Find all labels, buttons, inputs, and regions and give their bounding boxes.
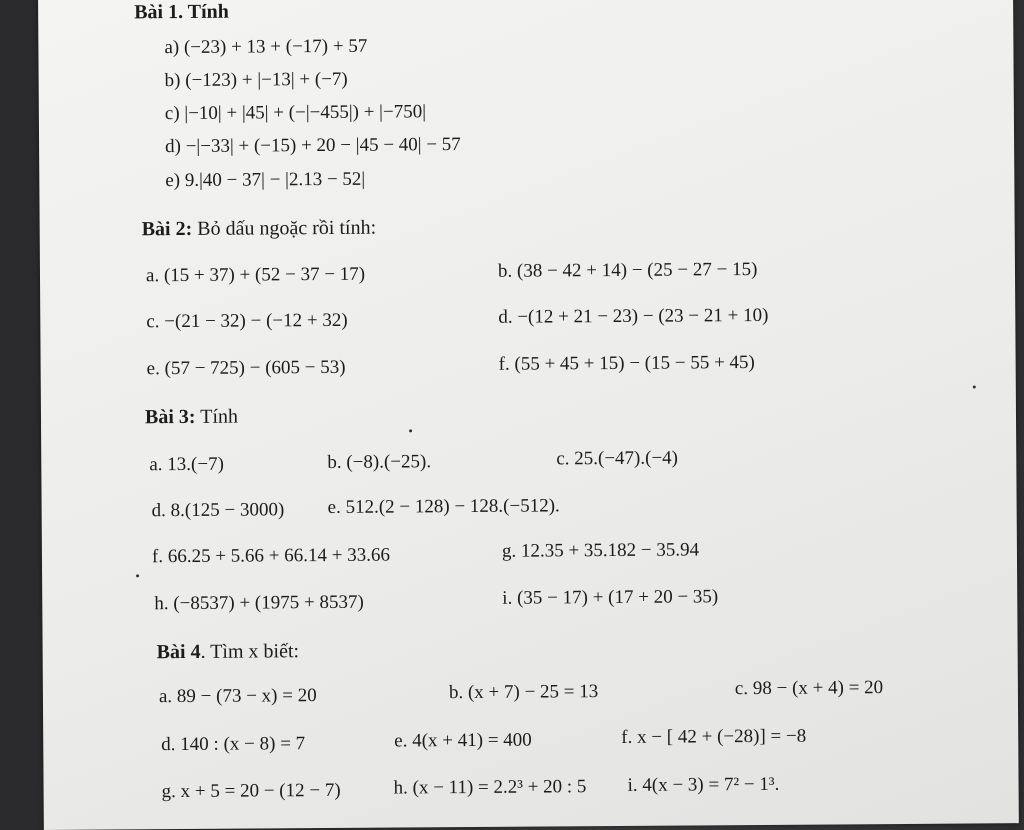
- bai3-title: [145, 406, 238, 430]
- bai3-item-f: f. 66.25 + 5.66 + 66.14 + 33.66: [151, 544, 391, 568]
- bai3-title-rest: Tính: [195, 405, 239, 428]
- bai2-item-f: f. (55 + 45 + 15) − (15 − 55 + 45): [498, 352, 755, 375]
- bai1-title: Bài 1. Tính: [134, 0, 229, 24]
- bai2-title: [142, 217, 377, 242]
- bai2-title-bold: Bài 2:: [141, 217, 193, 241]
- bai3-item-g: g. 12.35 + 35.182 − 35.94: [501, 539, 700, 562]
- bai3-item-i: i. (35 − 17) + (17 + 20 − 35): [502, 586, 719, 609]
- bai3-item-e: e. 512.(2 − 128) − 128.(−512).: [327, 495, 560, 518]
- worksheet-paper: [38, 0, 1019, 830]
- bai4-item-c: c. 98 − (x + 4) = 20: [734, 677, 884, 700]
- bai4-title: [157, 640, 300, 664]
- bai3-item-h: h. (−8537) + (1975 + 8537): [154, 591, 364, 615]
- bai2-item-e: e. (57 − 725) − (605 − 53): [146, 356, 346, 380]
- bai4-item-i: i. 4(x − 3) = 7² − 1³.: [627, 773, 780, 796]
- bai4-item-a: a. 89 − (73 − x) = 20: [158, 685, 317, 708]
- bai2-item-d: d. −(12 + 21 − 23) − (23 − 21 + 10): [498, 304, 769, 328]
- bai3-item-c: c. 25.(−47).(−4): [556, 447, 679, 470]
- paper-speck: [973, 385, 976, 388]
- bai4-item-e: e. 4(x + 41) = 400: [394, 729, 532, 752]
- paper-speck: [409, 429, 412, 432]
- bai1-item-d: d) −|−33| + (−15) + 20 − |45 − 40| − 57: [165, 134, 461, 158]
- bai3-item-a: a. 13.(−7): [149, 453, 224, 476]
- bai2-item-c: c. −(21 − 32) − (−12 + 32): [146, 309, 348, 333]
- bai1-item-e: e) 9.|40 − 37| − |2.13 − 52|: [165, 168, 366, 192]
- bai4-item-f: f. x − [ 42 + (−28)] = −8: [621, 725, 807, 748]
- bai2-item-a: a. (15 + 37) + (52 − 37 − 17): [145, 263, 366, 287]
- bai4-item-h: h. (x − 11) = 2.2³ + 20 : 5: [393, 776, 587, 799]
- bai4-item-b: b. (x + 7) − 25 = 13: [448, 681, 599, 704]
- bai3-title-bold: Bài 3:: [144, 405, 196, 429]
- bai4-title-bold: Bài 4: [156, 640, 201, 664]
- bai4-item-g: g. x + 5 = 20 − (12 − 7): [161, 779, 341, 803]
- bai4-title-rest: . Tìm x biết:: [200, 640, 300, 663]
- bai3-item-b: b. (−8).(−25).: [327, 451, 432, 473]
- paper-speck: [136, 574, 139, 577]
- bai4-item-d: d. 140 : (x − 8) = 7: [161, 733, 306, 756]
- bai1-item-a: a) (−23) + 13 + (−17) + 57: [164, 35, 368, 59]
- bai2-title-rest: Bỏ dấu ngoặc rồi tính:: [192, 216, 377, 240]
- bai2-item-b: b. (38 − 42 + 14) − (25 − 27 − 15): [497, 258, 758, 282]
- bai1-item-b: b) (−123) + |−13| + (−7): [164, 68, 348, 92]
- bai3-item-d: d. 8.(125 − 3000): [151, 499, 285, 522]
- bai1-item-c: c) |−10| + |45| + (−|−455|) + |−750|: [164, 101, 427, 125]
